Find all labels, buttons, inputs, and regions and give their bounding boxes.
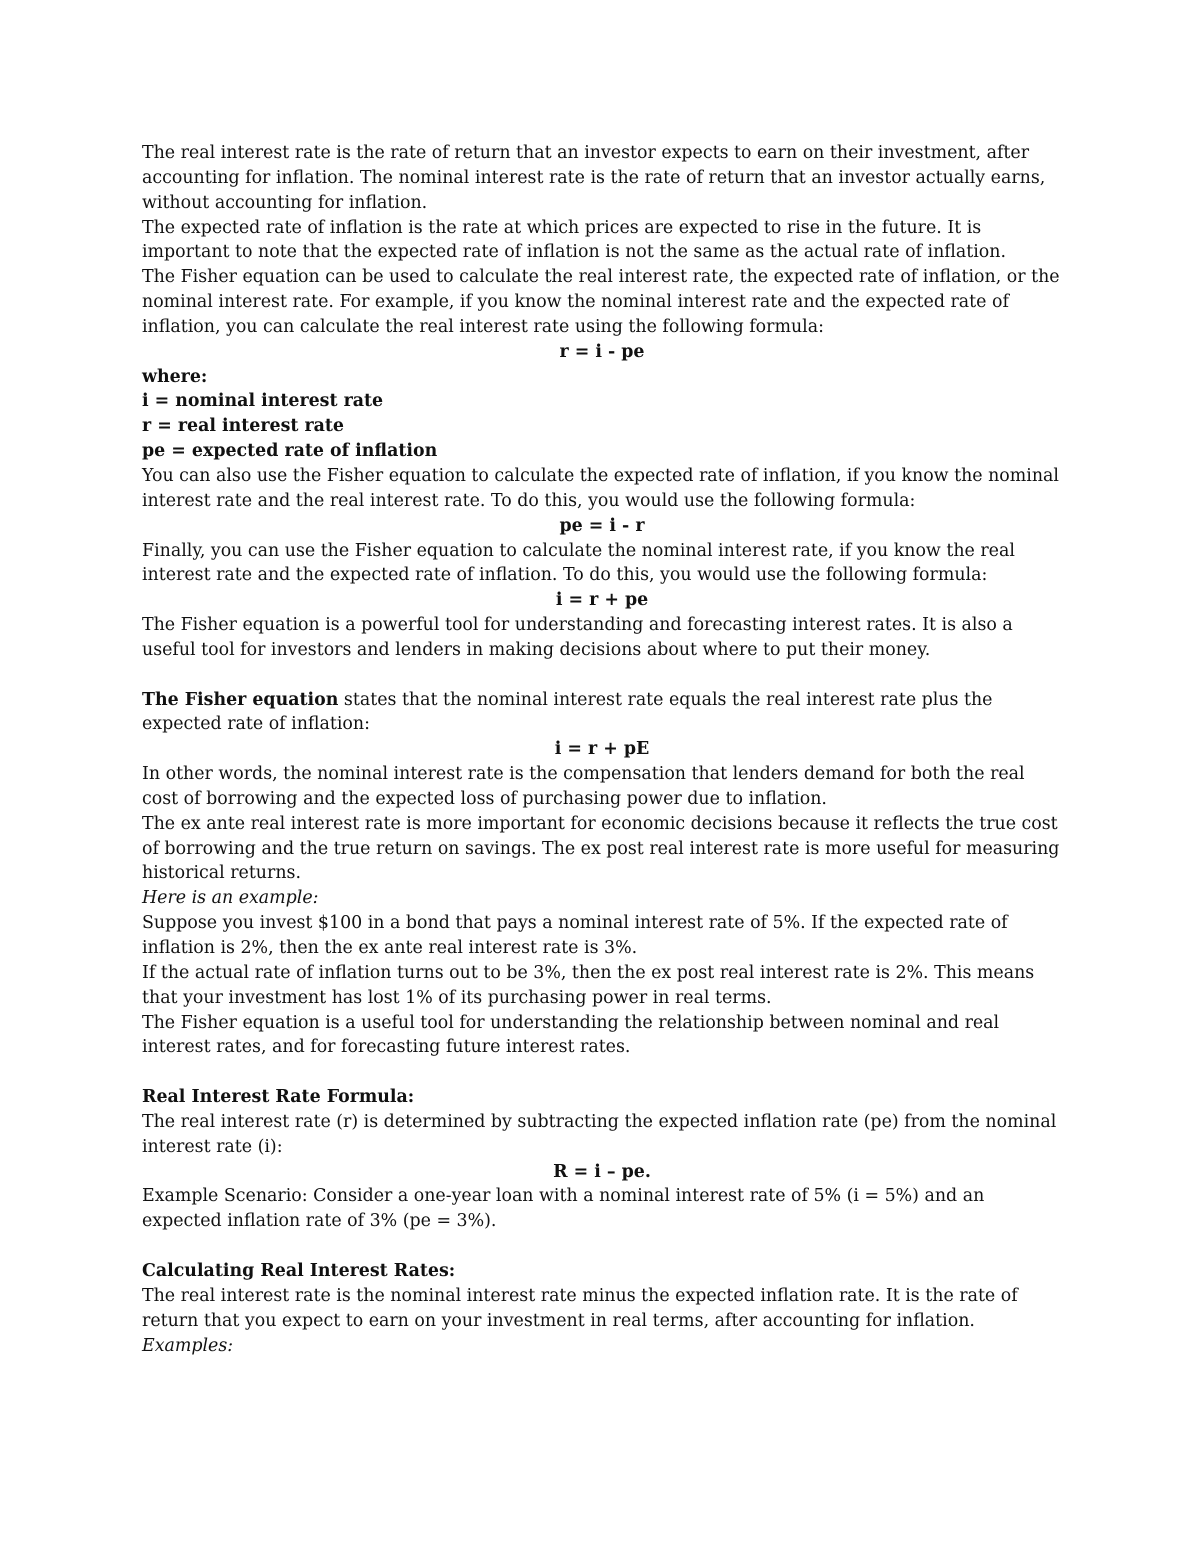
paragraph-fisher-useful: The Fisher equation is a useful tool for understanding the relationship between nominal and real interest rates, and for forecasting future interest rates. bbox=[142, 1012, 1000, 1058]
where-label: where: bbox=[142, 366, 208, 387]
paragraph-expected-inflation-formula: You can also use the Fisher equation to calculate the expected rate of inflation, if you know the nominal interest rate and the real interest rate. To do this, you would use the following formula: bbox=[142, 465, 1059, 511]
heading-real-rate-formula: Real Interest Rate Formula: bbox=[142, 1087, 415, 1108]
fisher-equation-term: The Fisher equation bbox=[142, 689, 339, 710]
examples-label: Examples: bbox=[142, 1335, 234, 1356]
formula-nominal-rate: i = r + pe bbox=[555, 590, 649, 611]
heading-calculating-real-rates: Calculating Real Interest Rates: bbox=[142, 1260, 456, 1281]
paragraph-example-invest: Suppose you invest $100 in a bond that pays a nominal interest rate of 5%. If the expected rate of inflation is 2%, then the ex ante real interest rate is 3%. bbox=[142, 913, 1008, 958]
spacer bbox=[142, 663, 1062, 688]
spacer bbox=[142, 1060, 1062, 1085]
paragraph-expected-inflation: The expected rate of inflation is the rate at which prices are expected to rise in the future. It is important to note that the expected rate of inflation is not the same as the actual rate of inflation. bbox=[142, 217, 1006, 263]
definition-r: r = real interest rate bbox=[142, 416, 344, 437]
paragraph-real-rate-determined: The real interest rate (r) is determined by subtracting the expected inflation rate (pe) from the nominal interest rate (i): bbox=[142, 1111, 1057, 1157]
paragraph-fisher-statement bbox=[142, 688, 1062, 738]
paragraph-fisher-powerful: The Fisher equation is a powerful tool for understanding and forecasting interest rates. It is also a useful tool for investors and lenders in making decisions about where to put their money. bbox=[142, 615, 1013, 660]
formula-real-rate: r = i - pe bbox=[559, 341, 645, 362]
paragraph-example-scenario: Example Scenario: Consider a one-year loan with a nominal interest rate of 5% (i = 5%) and an expected inflation rate of 3% (pe = 3%). bbox=[142, 1186, 985, 1232]
definition-pe: pe = expected rate of inflation bbox=[142, 441, 438, 462]
spacer bbox=[142, 1234, 1062, 1259]
definition-i: i = nominal interest rate bbox=[142, 391, 384, 412]
paragraph-real-rate-definition: The real interest rate is the nominal interest rate minus the expected inflation rate. It is the rate of return that you expect to earn on your investment in real terms, after accounting for inflation. bbox=[142, 1285, 1018, 1331]
fisher-statement-text: states that the nominal interest rate equals the real interest rate plus the expected rate of inflation: bbox=[142, 689, 993, 735]
paragraph-ex-ante: The ex ante real interest rate is more important for economic decisions because it reflects the true cost of borrowing and the true return on savings. The ex post real interest rate is more useful for measuring historical returns. bbox=[142, 813, 1060, 884]
document-page bbox=[142, 141, 1062, 1358]
paragraph-other-words: In other words, the nominal interest rate is the compensation that lenders demand for both the real cost of borrowing and the expected loss of purchasing power due to inflation. bbox=[142, 764, 1025, 809]
paragraph-fisher-usage: The Fisher equation can be used to calculate the real interest rate, the expected rate of inflation, or the nominal interest rate. For example, if you know the nominal interest rate and the expected rate of inflation, you can calculate the real interest rate using the following formula: bbox=[142, 267, 1060, 337]
paragraph-real-vs-nominal: The real interest rate is the rate of return that an investor expects to earn on their investment, after accounting for inflation. The nominal interest rate is the rate of return that an investor actually earns, without accounting for inflation. bbox=[142, 143, 1046, 213]
formula-fisher: i = r + pE bbox=[554, 739, 650, 760]
example-label: Here is an example: bbox=[142, 888, 319, 909]
paragraph-nominal-formula: Finally, you can use the Fisher equation to calculate the nominal interest rate, if you know the real interest rate and the expected rate of inflation. To do this, you would use the following formula: bbox=[142, 540, 1015, 586]
paragraph-example-actual: If the actual rate of inflation turns out to be 3%, then the ex post real interest rate is 2%. This means that your investment has lost 1% of its purchasing power in real terms. bbox=[142, 962, 1035, 1008]
formula-expected-inflation: pe = i - r bbox=[559, 515, 645, 536]
formula-real-rate-uppercase: R = i – pe. bbox=[553, 1161, 651, 1182]
